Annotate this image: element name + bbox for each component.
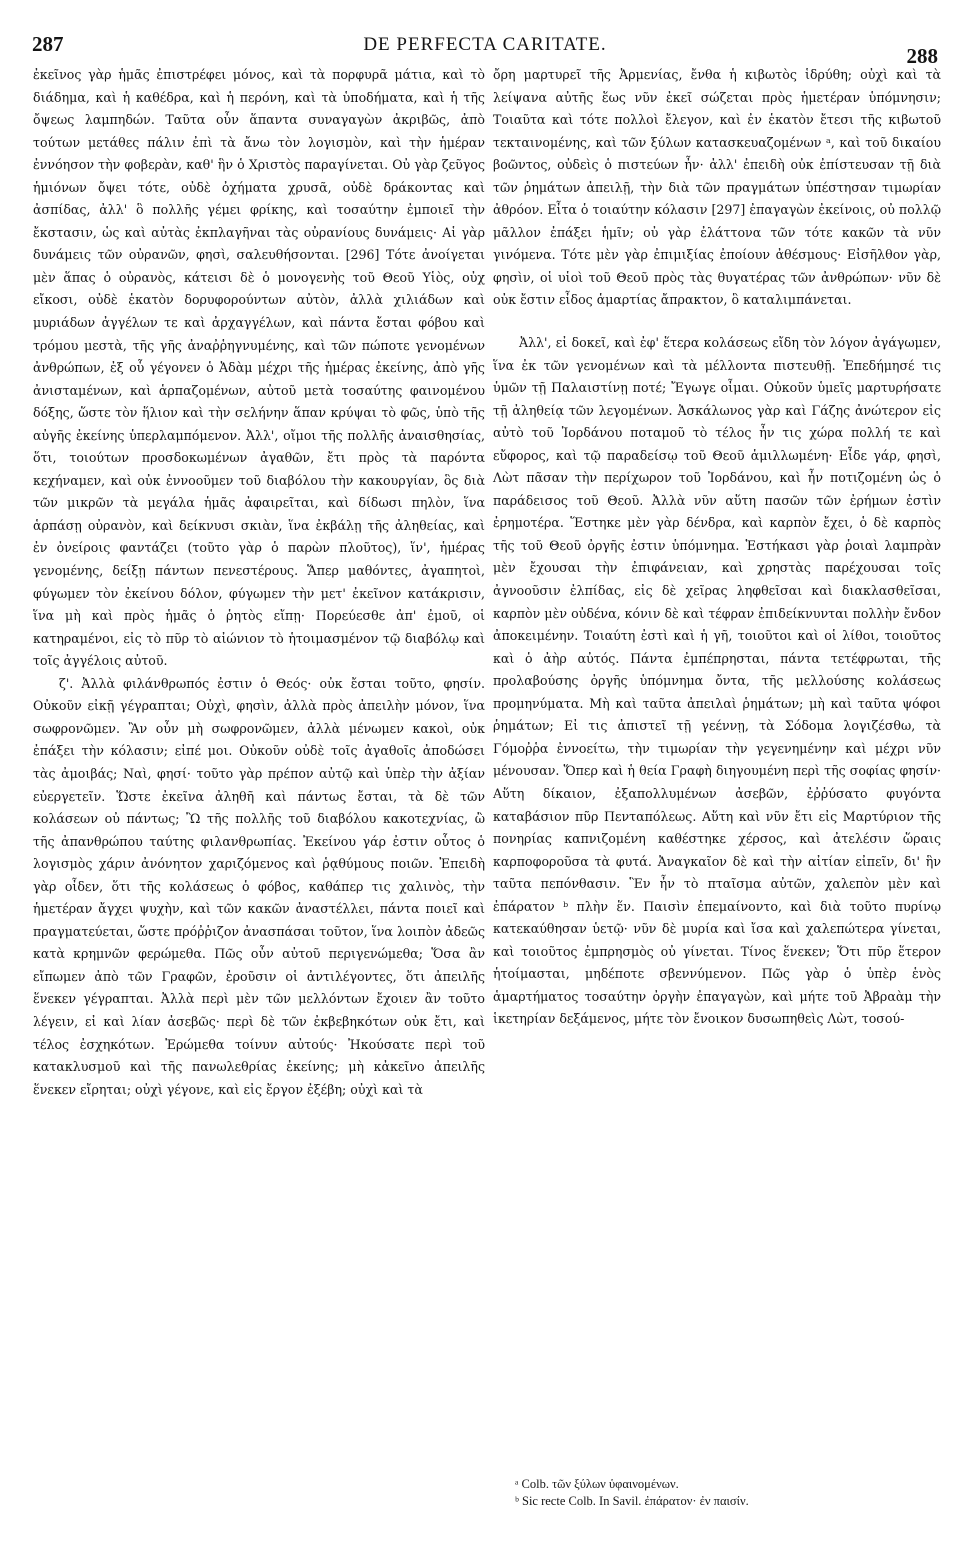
running-title: DE PERFECTA CARITATE.: [363, 34, 607, 55]
footnote-b: ᵇ Sic recte Colb. In Savil. ἐπάρατον· ἐν παισίν.: [515, 1494, 749, 1508]
right-column: [493, 64, 941, 1031]
footnote-a: ᵃ Colb. τῶν ξύλων ὑφαινομένων.: [515, 1477, 679, 1491]
right-paragraph-2: Ἀλλ', εἰ δοκεῖ, καὶ ἐφ' ἕτερα κολάσεως εἴδη τὸν λόγον ἀγάγωμεν, ἵνα ἐκ τῶν γενομένων καὶ τὰ μέλλοντα πιστευθῇ. Ἐπεδήμησέ τις ὑμῶν τῇ Παλαιστίνῃ ποτέ; Ἔγωγε οἶμαι. Οὐκοῦν ὑμεῖς μαρτυρήσατε τῇ ἀληθείᾳ τῶν λεγομένων. Ἀσκάλωνος γὰρ καὶ Γάζης ἀνώτερον εἰς αὐτὸ τοῦ Ἰορδάνου ποταμοῦ τὸ τέλος ἦν τις χώρα πολλή τε καὶ εὔφορος, καὶ τῷ παραδείσῳ τοῦ Θεοῦ ἁμιλλωμένη· Εἶδε γάρ, φησὶ, Λὼτ πᾶσαν τὴν περίχωρον τοῦ Ἰορδάνου, καὶ ἦν ποτιζομένη ὡς ὁ παράδεισος τοῦ Θεοῦ. Ἀλλὰ νῦν αὕτη πασῶν τῶν ἐρήμων ἐστὶν ἐρημοτέρα. Ἕστηκε μὲν γὰρ δένδρα, καὶ καρπὸν ἔχει, ὁ δὲ καρπὸς τῆς τοῦ Θεοῦ ὀργῆς ἐστιν ὑπόμνημα. Ἑστήκασι γὰρ ῥοιαὶ λαμπρὰν μὲν ἔχουσαι τὴν ἐπιφάνειαν, καὶ χρηστὰς παρέχουσαι τοῖς ἀγνοοῦσιν ἐλπίδας, εἰς δὲ χεῖρας ληφθεῖσαι καὶ διακλασθεῖσαι, καρπὸν μὲν οὐδένα, κόνιν δὲ καὶ τέφραν ἐπιδείκνυνται πολλὴν ἔνδον ἀποκειμένην. Τοιαύτη ἐστὶ καὶ ἡ γῆ, τοιοῦτοι καὶ οἱ λίθοι, τοιοῦτος καὶ ὁ ἀὴρ αὐτός. Πάντα ἐμπέπρησται, πάντα τετέφρωται, τῆς προλαβούσης ὀργῆς ὑπόμνημα ὄντα, τῆς μελλούσης κολάσεως προμηνύματα. Μὴ καὶ ταῦτα ἀπειλαὶ ῥημάτων; μὴ καὶ ταῦτα ψόφοι ῥημάτων; Εἰ τις ἀπιστεῖ τῇ γεέννῃ, τὰ Σόδομα λογιζέσθω, τὰ Γόμοῤῥα ἐννοείτω, τὴν τιμωρίαν τὴν γεγενημένην καὶ μέχρι νῦν μένουσαν. Ὅπερ καὶ ἡ θεία Γραφὴ διηγουμένη περὶ τῆς σοφίας φησίν· Αὕτη δίκαιον, ἐξαπολλυμένων ἀσεβῶν, ἐῤῥύσατο φυγόντα καταβάσιον πῦρ Πενταπόλεως. Αὕτη καὶ νῦν ἔτι εἰς Μαρτύριον τῆς πονηρίας καπνιζομένη καθέστηκε χέρσος, καὶ ἀτελέσιν ὥραις καρποφοροῦσα τὰ φυτά. Ἀναγκαῖον δὲ καὶ τὴν αἰτίαν εἰπεῖν, δι' ἣν ταῦτα πεπόνθασιν. Ἓν ἦν τὸ πταῖσμα αὐτῶν, χαλεπὸν μὲν καὶ ἐπάρατον ᵇ πλὴν ἕν. Παισὶν ἐπεμαίνοντο, καὶ διὰ τοῦτο πυρίνῳ κατεκαύθησαν ὑετῷ· νῦν δὲ μυρία καὶ ἴσα καὶ χαλεπώτερα γίνεται, καὶ τοιοῦτος ἐμπρησμὸς οὐ γίνεται. Τίνος ἕνεκεν; Ὅτι πῦρ ἕτερον ἡτοίμασται, μηδέποτε σβεννύμενον. Πῶς γὰρ ὁ ὑπὲρ ἑνὸς ἁμαρτήματος τοσαύτην ὀργὴν ἐπαγαγὼν, καὶ μήτε τοῦ Ἀβραὰμ τὴν ἱκετηρίαν δεξάμενος, μήτε τὸν ἔνοικον δυσωπηθεὶς Λὼτ, τοσού-: [493, 335, 941, 1027]
left-paragraph-2: ζ'. Ἀλλὰ φιλάνθρωπός ἐστιν ὁ Θεός· οὐκ ἔσται τοῦτο, φησίν. Οὐκοῦν εἰκῇ γέγραπται; Οὐχὶ, φησὶν, ἀλλὰ πρὸς ἀπειλὴν μόνον, ἵνα σωφρονῶμεν. Ἂν οὖν μὴ σωφρονῶμεν, ἀλλὰ μένωμεν κακοὶ, οὐκ ἐπάξει τὴν κόλασιν; εἰπέ μοι. Οὐκοῦν οὐδὲ τοῖς ἀγαθοῖς ἀποδώσει τὰς ἀμοιβάς; Ναὶ, φησί· τοῦτο γὰρ πρέπον αὐτῷ καὶ ὑπὲρ τὴν ἀξίαν εὐεργετεῖν. Ὥστε ἐκεῖνα ἀληθῆ καὶ πάντως ἔσται, τὰ δὲ τῶν κολάσεων οὐ πάντως; Ὢ τῆς πολλῆς τοῦ διαβόλου κακοτεχνίας, ὢ τῆς ἀπανθρώπου ταύτης φιλανθρωπίας. Ἐκείνου γάρ ἐστιν οὗτος ὁ λογισμὸς χάριν ἀνόνητον χαριζόμενος καὶ ῥᾳθύμους ποιῶν. Ἐπειδὴ γὰρ οἶδεν, ὅτι τῆς κολάσεως ὁ φόβος, καθάπερ τις χαλινὸς, τὴν ἡμετέραν ἄγχει ψυχὴν, καὶ τῶν κακῶν ἀναστέλλει, πάντα ποιεῖ καὶ πραγματεύεται, ὥστε πρόῤῥιζον ἀνασπάσαι τοῦτον, ἵνα λοιπὸν ἀδεῶς κατὰ κρημνῶν φερώμεθα. Πῶς οὖν αὐτοῦ περιγενώμεθα; Ὅσα ἂν εἴπωμεν ἀπὸ τῶν Γραφῶν, ἐροῦσιν οἱ ἀντιλέγοντες, ὅτι ἀπειλῆς ἕνεκεν γέγραπται. Ἀλλὰ περὶ μὲν τῶν μελλόντων ἔχοιεν ἂν τοῦτο λέγειν, εἰ καὶ λίαν ἀσεβῶς· περὶ δὲ τῶν ἐκβεβηκότων οὐκ ἔτι, καὶ τέλος ἐσχηκότων. Ἐρώμεθα τοίνυν αὐτούς· Ἠκούσατε περὶ τοῦ κατακλυσμοῦ καὶ τῆς πανωλεθρίας ἐκείνης; μὴ κἀκεῖνο ἀπειλῆς ἕνεκεν εἴρηται; οὐχὶ γέγονε, καὶ εἰς ἔργον ἐξέβη; οὐχὶ καὶ τὰ: [33, 675, 485, 1097]
page-number-right: 288: [906, 44, 938, 68]
left-column: [33, 64, 485, 1101]
footnotes: [515, 1476, 935, 1510]
right-paragraph-1: ὄρη μαρτυρεῖ τῆς Ἀρμενίας, ἔνθα ἡ κιβωτὸς ἱδρύθη; οὐχὶ καὶ τὰ λείψανα αὐτῆς ἕως νῦν ἐκεῖ σώζεται πρὸς ἡμετέραν ὑπόμνησιν; Τοιαῦτα καὶ τότε πολλοὶ ἔλεγον, καὶ ἐν ἑκατὸν ἔτεσι τῆς κιβωτοῦ τεκταινομένης, καὶ τῶν ξύλων κατασκευαζομένων ᵃ, καὶ τοῦ δικαίου βοῶντος, οὐδεὶς ὁ πιστεύων ἦν· ἀλλ' ἐπειδὴ οὐκ ἐπίστευσαν τῇ διὰ τῶν ῥημάτων ἀπειλῇ, τὴν διὰ τῶν πραγμάτων ὑπέστησαν τιμωρίαν ἀθρόον. Εἶτα ὁ τοιαύτην κόλασιν [297] ἐπαγαγὼν ἐκείνοις, οὐ πολλῷ μᾶλλον ἐπάξει ἡμῖν; οὐ γὰρ ἐλάττονα τῶν τότε κακῶν τὰ νῦν γινόμενα. Τότε μὲν γὰρ ἐπιμιξίας ἐποίουν ἀθέσμους· Εἰσῆλθον γὰρ, φησὶν, οἱ υἱοὶ τοῦ Θεοῦ πρὸς τὰς θυγατέρας τῶν ἀνθρώπων· νῦν δὲ οὐκ ἔστιν εἶδος ἁμαρτίας ἄπρακτον, ὃ καταλιμπάνεται.: [493, 67, 942, 308]
left-paragraph-1: ἐκεῖνος γὰρ ἡμᾶς ἐπιστρέφει μόνος, καὶ τὰ πορφυρᾶ μάτια, καὶ τὸ διάδημα, καὶ ἡ καθέδρα, καὶ ἡ περόνη, καὶ τὰ ὑποδήματα, καὶ ἡ τῆς ὄψεως λαμπηδών. Ταῦτα οὖν ἅπαντα συναγαγὼν ἀκριβῶς, ἀπὸ τούτων μετάθες πάλιν ἐπὶ τὰ ἄνω τὸν λογισμὸν, καὶ τὴν ἡμέραν ἐννόησον τὴν φοβερὰν, καθ' ἣν ὁ Χριστὸς παραγίνεται. Οὐ γὰρ ζεῦγος ἡμιόνων ὄψει τότε, οὐδὲ ὀχήματα χρυσᾶ, οὐδὲ δράκοντας καὶ ἀσπίδας, ἀλλ' ὃ πολλῆς γέμει φρίκης, καὶ τοσαύτην ἐμποιεῖ τὴν ἔκστασιν, ὡς καὶ αὐτὰς ἐκπλαγῆναι τὰς οὐρανίους δυνάμεις· Αἱ γὰρ δυνάμεις τῶν οὐρανῶν, φησὶ, σαλευθήσονται. [296] Τότε ἀνοίγεται μὲν ἅπας ὁ οὐρανὸς, κάτεισι δὲ ὁ μονογενὴς τοῦ Θεοῦ Υἱὸς, οὐχ εἴκοσι, οὐδὲ ἑκατὸν δορυφορούντων αὐτὸν, ἀλλὰ χιλιάδων καὶ μυριάδων ἀγγέλων τε καὶ ἀρχαγγέλων, καὶ πάντα ἔσται φόβου καὶ τρόμου μεστὰ, τῆς γῆς ἀναῤῥηγνυμένης, καὶ τῶν πώποτε γενομένων ἀνθρώπων, ἐξ οὗ γέγονεν ὁ Ἀδὰμ μέχρι τῆς ἡμέρας ἐκείνης, ἀπὸ γῆς ἀνισταμένων, καὶ ἁρπαζομένων, αὐτοῦ μετὰ τοσαύτης φαινομένου δόξης, ὥστε τὸν ἥλιον καὶ τὴν σελήνην ἅπαν κρύψαι τὸ φῶς, ὑπὸ τῆς αὐγῆς ἐκείνης ὑπερλαμπόμενον. Ἀλλ', οἴμοι τῆς πολλῆς ἀναισθησίας, ὅτι, τοιούτων προσδοκωμένων ἀγαθῶν, ἔτι πρὸς τὰ παρόντα κεχήναμεν, καὶ οὐκ ἐννοοῦμεν τοῦ διαβόλου τὴν κακουργίαν, ὃς διὰ τῶν μικρῶν τὰ μεγάλα ἡμᾶς ἀφαιρεῖται, καὶ δίδωσι πηλὸν, ἵνα ἁρπάσῃ οὐρανὸν, καὶ δείκνυσι σκιὰν, ἵνα ἐκβάλῃ τῆς ἀληθείας, καὶ ἐν ὀνείροις φαντάζει (τοῦτο γὰρ ὁ παρὼν πλοῦτος), ἵν', ἡμέρας γενομένης, δείξῃ πάντων πενεστέρους. Ἅπερ μαθόντες, ἀγαπητοὶ, φύγωμεν τὸν ἐκείνου δόλον, φύγωμεν τὴν μετ' ἐκεῖνον κατάκρισιν, ἵνα μὴ καὶ πρὸς ἡμᾶς ὁ ῥητὸς εἴπῃ· Πορεύεσθε ἀπ' ἐμοῦ, οἱ κατηραμένοι, εἰς τὸ πῦρ τὸ αἰώνιον τὸ ἡτοιμασμένον τῷ διαβόλῳ καὶ τοῖς ἀγγέλοις αὐτοῦ.: [33, 67, 485, 669]
page-number-left: 287: [32, 32, 64, 56]
